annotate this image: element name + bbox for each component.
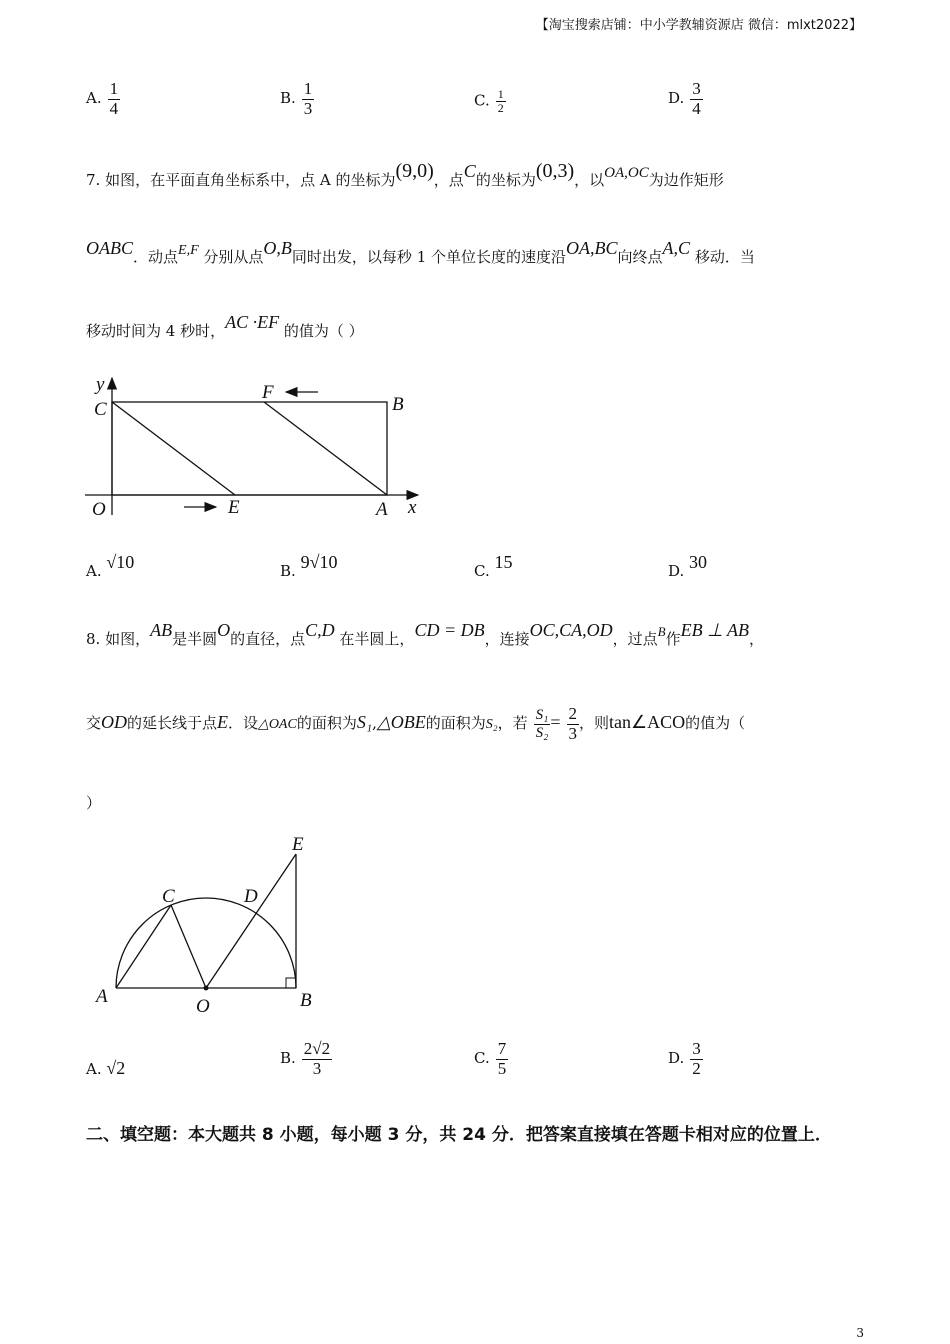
- q6-option-d: D. $\frac{3}{4}$: [668, 79, 701, 118]
- q7-line-2: OABC．动点E,F 分别从点O,B同时出发，以每秒 1 个单位长度的速度沿OA,BC向终点A,C 移动．当: [86, 238, 755, 266]
- label-c: C: [162, 886, 175, 907]
- q8-option-a: A. √2: [86, 1058, 126, 1078]
- label-d: D: [244, 886, 258, 907]
- q7-option-a: A. √10: [86, 552, 135, 580]
- label-a: A: [96, 986, 108, 1007]
- q6-option-c: C. $\frac{1}{2}$: [474, 87, 504, 116]
- label-c: C: [94, 399, 107, 420]
- q8-option-d: D. $\frac{3}{2}$: [668, 1039, 701, 1078]
- q6-option-b: B. $\frac{1}{3}$: [280, 79, 313, 118]
- segment-ac: [116, 905, 171, 988]
- center-point: [204, 986, 209, 991]
- page-header: 【淘宝搜索店铺：中小学教辅资源店 微信：mlxt2022】: [535, 18, 862, 33]
- label-f: F: [262, 382, 274, 403]
- q7-option-c: C. 15: [474, 552, 513, 580]
- segment-oe: [206, 854, 296, 988]
- segment-ce: [112, 402, 235, 495]
- q7-line-1: 7. 如图，在平面直角坐标系中，点 A 的坐标为(9,0)，点C的坐标为(0,3)，以OA,OC为边作矩形: [86, 160, 724, 189]
- label-a: A: [376, 499, 388, 520]
- label-b: B: [300, 990, 312, 1011]
- label-e: E: [292, 834, 304, 855]
- label-x: x: [408, 497, 417, 518]
- q8-figure: [90, 830, 330, 1020]
- q8-line-1: 8. 如图，AB是半圆O的直径，点C,D 在半圆上，CD = DB，连接OC,CA,OD，过点B作EB ⊥ AB，: [86, 620, 764, 648]
- label-e: E: [228, 497, 240, 518]
- semicircle: [116, 898, 296, 988]
- q8-option-c: C. $\frac{7}{5}$: [474, 1039, 507, 1078]
- label-o: O: [196, 996, 210, 1017]
- q7-option-d: D. 30: [668, 552, 708, 580]
- section-2-heading: 二、填空题：本大题共 8 小题，每小题 3 分，共 24 分．把答案直接填在答题卡相对应的位置上．: [86, 1125, 832, 1145]
- q8-line-2: 交OD的延长线于点E．设△OAC的面积为S₁,△OBE的面积为S₂，若 $\frac{\text{S₁}}{\text{S₂}}$ = $\frac{2}{3}$ ，则tan∠ACO的值为（: [86, 704, 746, 743]
- segment-fa: [264, 402, 387, 495]
- q8-line-3: ）: [86, 794, 102, 812]
- right-angle-mark: [286, 978, 296, 988]
- q7-option-b: B. 9√10: [280, 552, 338, 580]
- label-y: y: [96, 374, 105, 395]
- segment-co: [171, 905, 206, 988]
- label-o: O: [92, 499, 106, 520]
- q7-figure: [80, 370, 430, 525]
- page-number: 3: [856, 1326, 864, 1340]
- q8-option-b: B. $\frac{2√2}{3}$: [280, 1039, 331, 1078]
- rectangle-oabc: [112, 402, 387, 495]
- q6-option-a: A. $\frac{1}{4}$: [86, 79, 119, 118]
- q7-line-3: 移动时间为 4 秒时，AC ·EF 的值为（ ）: [86, 312, 364, 340]
- label-b: B: [392, 394, 404, 415]
